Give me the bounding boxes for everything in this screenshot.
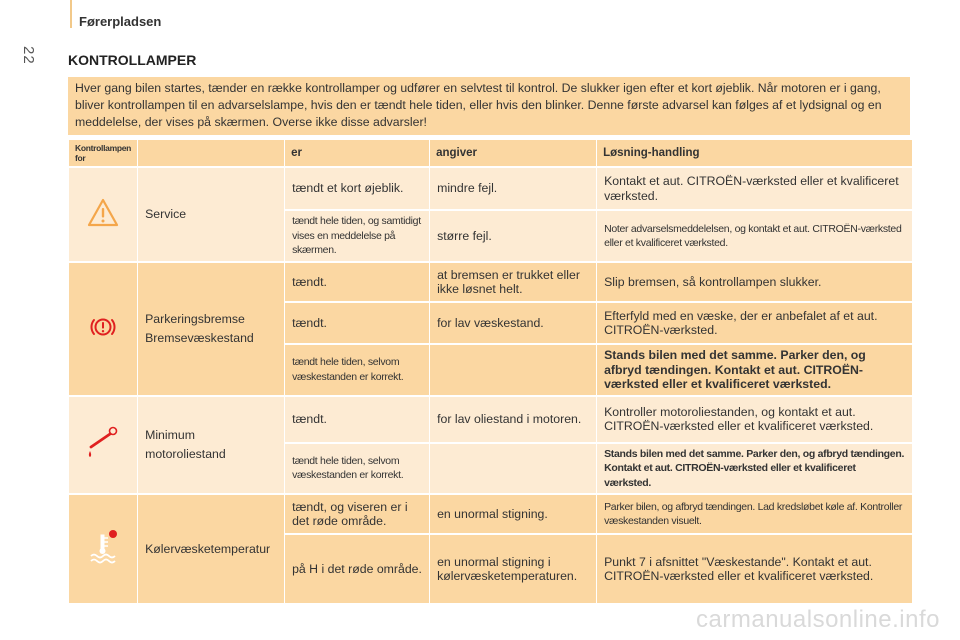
watermark: carmanualsonline.info [696, 606, 940, 633]
lamp-state: tændt hele tiden, selvom væskestanden er korrekt. [285, 444, 429, 494]
lamp-state: på H i det røde område. [285, 535, 429, 603]
lamp-action: Kontroller motoroliestanden, og kontakt et aut. CITROËN-værksted eller et kvalificeret værksted. [597, 397, 912, 442]
table-row [69, 397, 912, 442]
intro-paragraph: Hver gang bilen startes, tænder en række kontrollamper og udfører en selvtest til kontrol. De slukker igen efter et kort øjeblik. Når motoren er i gang, bliver kontrollampen til en advarselslampe, hvis den er tændt hele tiden, eller hvis den blinker. Denne første advarsel kan følges af et lydsignal og en meddelelse, der vises på skærmen. Overse ikke disse advarsler! [68, 77, 910, 135]
table-row [69, 495, 912, 533]
lamp-meaning: for lav væskestand. [430, 303, 596, 343]
oil-can-icon [69, 397, 137, 494]
lamp-meaning: at bremsen er trukket eller ikke løsnet helt. [430, 263, 596, 301]
page-title: KONTROLLAMPER [68, 52, 197, 68]
lamp-action: Stands bilen med det samme. Parker den, og afbryd tændingen. Kontakt et aut. CITROËN-værksted eller et kvalificeret værksted. [597, 345, 912, 395]
col-header-name [138, 140, 284, 166]
col-header-action: Løsning-handling [597, 140, 912, 166]
col-header-meaning: angiver [430, 140, 596, 166]
lamp-action: Stands bilen med det samme. Parker den, og afbryd tændingen. Kontakt et aut. CITROËN-værksted eller et kvalificeret værksted. [597, 444, 912, 494]
lamp-state: tændt hele tiden, selvom væskestanden er korrekt. [285, 345, 429, 395]
coolant-temperature-icon [69, 495, 137, 603]
page-number: 22 [20, 46, 37, 65]
lamp-state: tændt. [285, 263, 429, 301]
lamp-state: tændt. [285, 303, 429, 343]
col-header-state: er [285, 140, 429, 166]
lamp-meaning: en unormal stigning. [430, 495, 596, 533]
lamp-name: Service [138, 168, 284, 261]
lamp-name-text: Parkeringsbremse Bremsevæskestand [145, 311, 254, 345]
warning-lamps-table [68, 138, 913, 605]
lamp-state: tændt, og viseren er i det røde område. [285, 495, 429, 533]
lamp-action: Slip bremsen, så kontrollampen slukker. [597, 263, 912, 301]
lamp-meaning: mindre fejl. [430, 168, 596, 209]
lamp-name-text: Minimum motoroliestand [145, 427, 226, 461]
lamp-state: tændt et kort øjeblik. [285, 168, 429, 209]
brake-warning-icon [69, 263, 137, 395]
lamp-name [138, 397, 284, 494]
lamp-state: tændt hele tiden, og samtidigt vises en meddelelse på skærmen. [285, 211, 429, 261]
header-accent-bar [70, 0, 72, 28]
lamp-meaning: større fejl. [430, 211, 596, 261]
lamp-meaning: en unormal stigning i kølervæsketemperaturen. [430, 535, 596, 603]
lamp-action: Noter advarselsmeddelelsen, og kontakt et aut. CITROËN-værksted eller et kvalificeret værksted. [597, 211, 912, 261]
warning-triangle-icon [69, 168, 137, 261]
lamp-meaning [430, 444, 596, 494]
table-row [69, 263, 912, 301]
lamp-action: Kontakt et aut. CITROËN-værksted eller et kvalificeret værksted. [597, 168, 912, 209]
table-header-row [69, 140, 912, 166]
section-header: Førerpladsen [79, 14, 162, 29]
lamp-action: Punkt 7 i afsnittet "Væskestande". Kontakt et aut. CITROËN-værksted eller et kvalificeret værksted. [597, 535, 912, 603]
table-row [69, 168, 912, 209]
lamp-action: Parker bilen, og afbryd tændingen. Lad kredsløbet køle af. Kontroller væskestanden visuelt. [597, 495, 912, 533]
lamp-meaning: for lav oliestand i motoren. [430, 397, 596, 442]
col-header-lamp: Kontrollampen for [69, 140, 137, 166]
lamp-name: Kølervæsketemperatur [138, 495, 284, 603]
lamp-state: tændt. [285, 397, 429, 442]
lamp-action: Efterfyld med en væske, der er anbefalet af et aut. CITROËN-værksted. [597, 303, 912, 343]
lamp-name [138, 263, 284, 395]
lamp-meaning [430, 345, 596, 395]
